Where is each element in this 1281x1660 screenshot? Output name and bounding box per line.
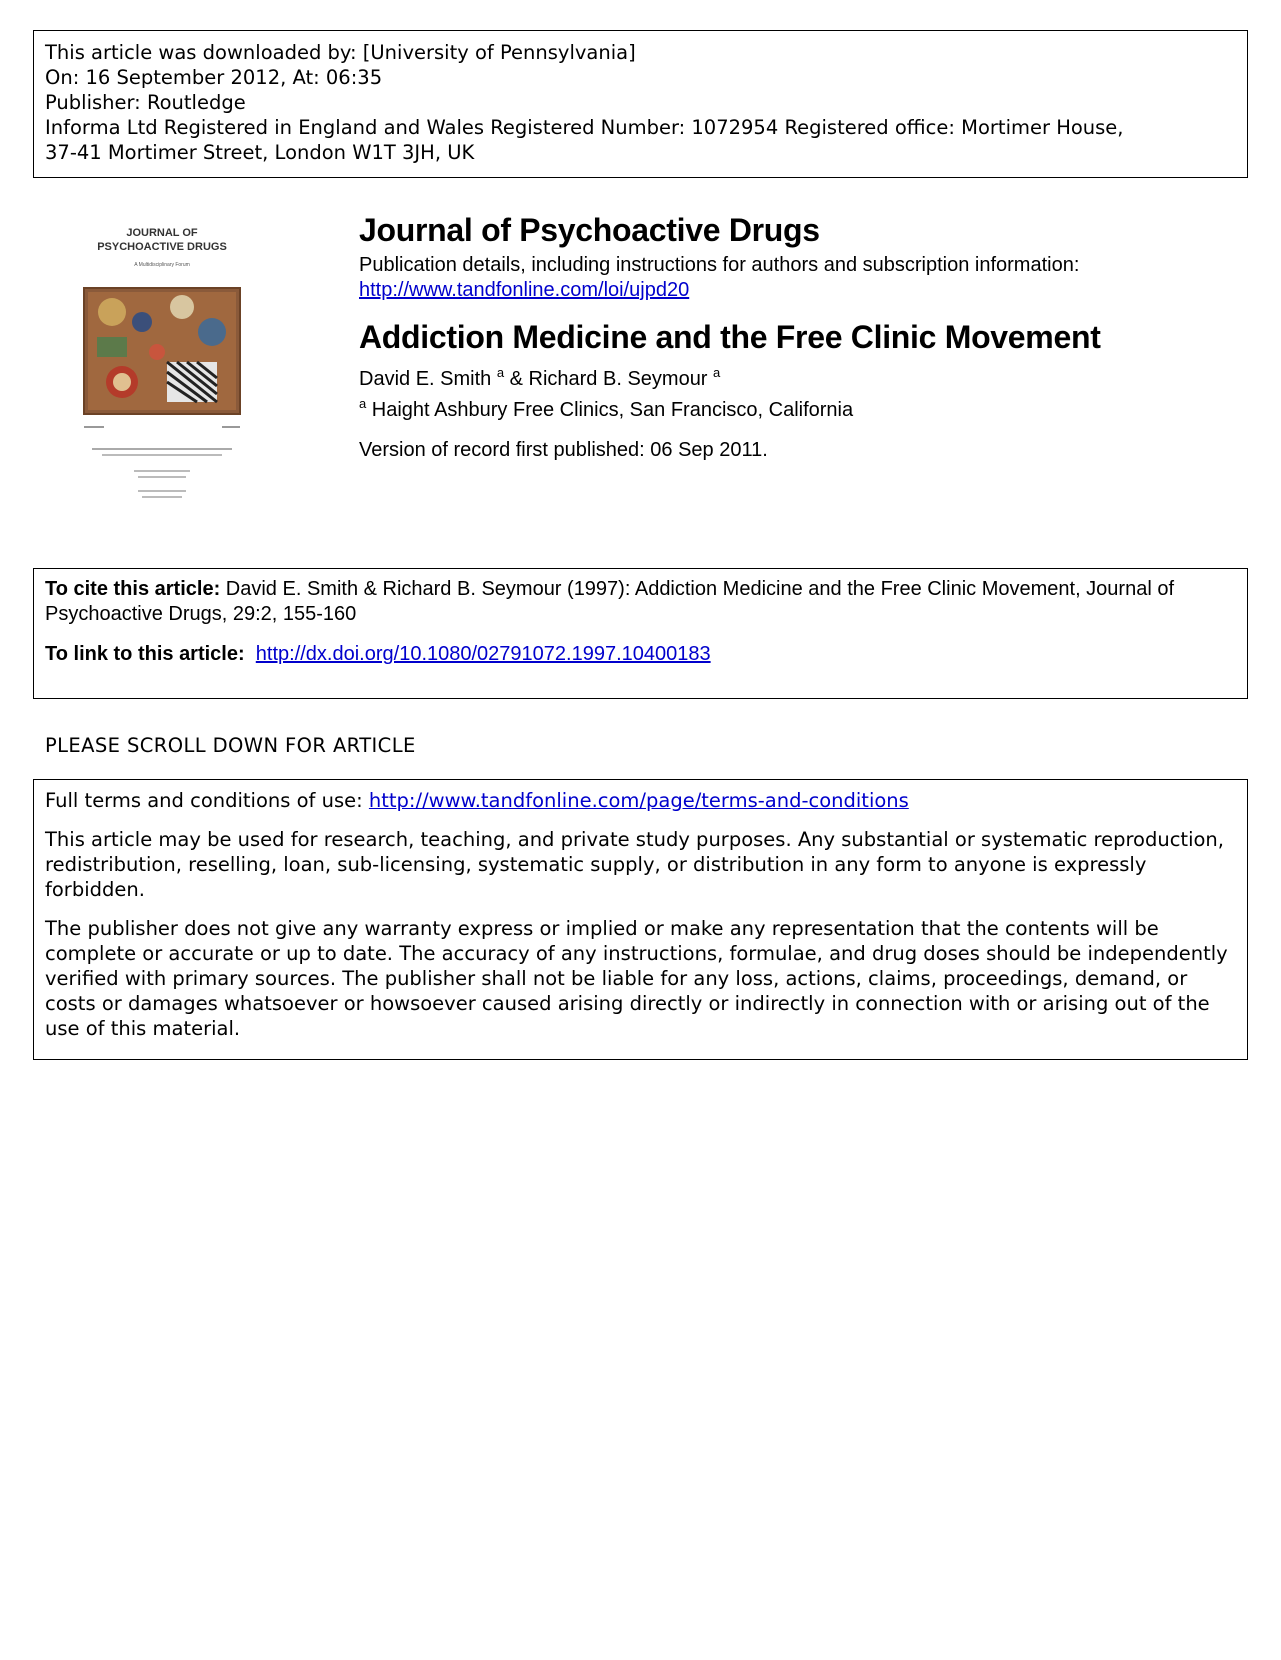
link-line <box>45 642 1236 667</box>
journal-title: Journal of Psychoactive Drugs <box>359 212 820 248</box>
download-info-line: Publisher: Routledge <box>45 91 246 114</box>
publication-details: Publication details, including instructions for authors and subscription information: <box>359 254 1080 276</box>
download-info-line: This article was downloaded by: [University of Pennsylvania] <box>45 41 636 64</box>
scroll-down-note: PLEASE SCROLL DOWN FOR ARTICLE <box>45 734 416 757</box>
cover-title-line1: JOURNAL OF <box>126 227 198 239</box>
download-info-line: 37-41 Mortimer Street, London W1T 3JH, UK <box>45 141 475 164</box>
cite-text: David E. Smith & Richard B. Seymour (1997): Addiction Medicine and the Free Clinic Movement, Journal of Psychoactive Drugs, 29:2, 155-160 <box>45 578 1175 625</box>
affiliation-marker: a <box>359 396 367 411</box>
author-separator: & <box>504 368 529 390</box>
author-name: David E. Smith <box>359 368 492 390</box>
affiliation-text: Haight Ashbury Free Clinics, San Francisco, California <box>371 399 854 421</box>
version-of-record: Version of record first published: 06 Sep 2011. <box>359 439 768 461</box>
terms-paragraph-1: This article may be used for research, teaching, and private study purposes. Any substantial or systematic reproduction, redistribution, reselling, loan, sub-licensing, systematic supply, or distribution in any form to anyone is expressly forbidden. <box>45 828 1224 901</box>
author-name: Richard B. Seymour <box>528 368 708 390</box>
doi-link[interactable]: http://dx.doi.org/10.1080/02791072.1997.10400183 <box>255 643 711 665</box>
terms-label: Full terms and conditions of use: <box>45 789 363 812</box>
terms-link[interactable]: http://www.tandfonline.com/page/terms-and-conditions <box>368 789 909 812</box>
terms-box <box>33 779 1248 1060</box>
journal-cover-image <box>72 222 252 510</box>
cover-artwork <box>84 288 240 414</box>
download-info-box <box>33 30 1248 178</box>
link-label: To link to this article: <box>45 643 245 665</box>
terms-line <box>45 788 1236 813</box>
terms-paragraph-2: The publisher does not give any warranty express or implied or make any representation that the contents will be complete or accurate or up to date. The accuracy of any instructions, formulae, and drug doses should be independently verified with primary sources. The publisher shall not be liable for any loss, actions, claims, proceedings, demand, or costs or damages whatsoever or howsoever caused arising directly or indirectly in connection with or arising out of the use of this material. <box>45 917 1228 1040</box>
journal-url-link[interactable]: http://www.tandfonline.com/loi/ujpd20 <box>359 279 690 301</box>
cite-label: To cite this article: <box>45 578 221 600</box>
authors <box>359 365 720 391</box>
cover-subtitle: A Multidisciplinary Forum <box>134 262 190 268</box>
affiliation-marker: a <box>496 365 505 380</box>
article-title: Addiction Medicine and the Free Clinic Movement <box>359 319 1101 355</box>
cite-line <box>45 577 1236 627</box>
affiliation-marker: a <box>713 365 721 380</box>
affiliation <box>359 396 853 422</box>
cover-title-line2: PSYCHOACTIVE DRUGS <box>97 241 227 253</box>
citation-box <box>33 568 1248 699</box>
download-info-line: On: 16 September 2012, At: 06:35 <box>45 66 383 89</box>
download-info-line: Informa Ltd Registered in England and Wales Registered Number: 1072954 Registered office: Mortimer House, <box>45 116 1124 139</box>
